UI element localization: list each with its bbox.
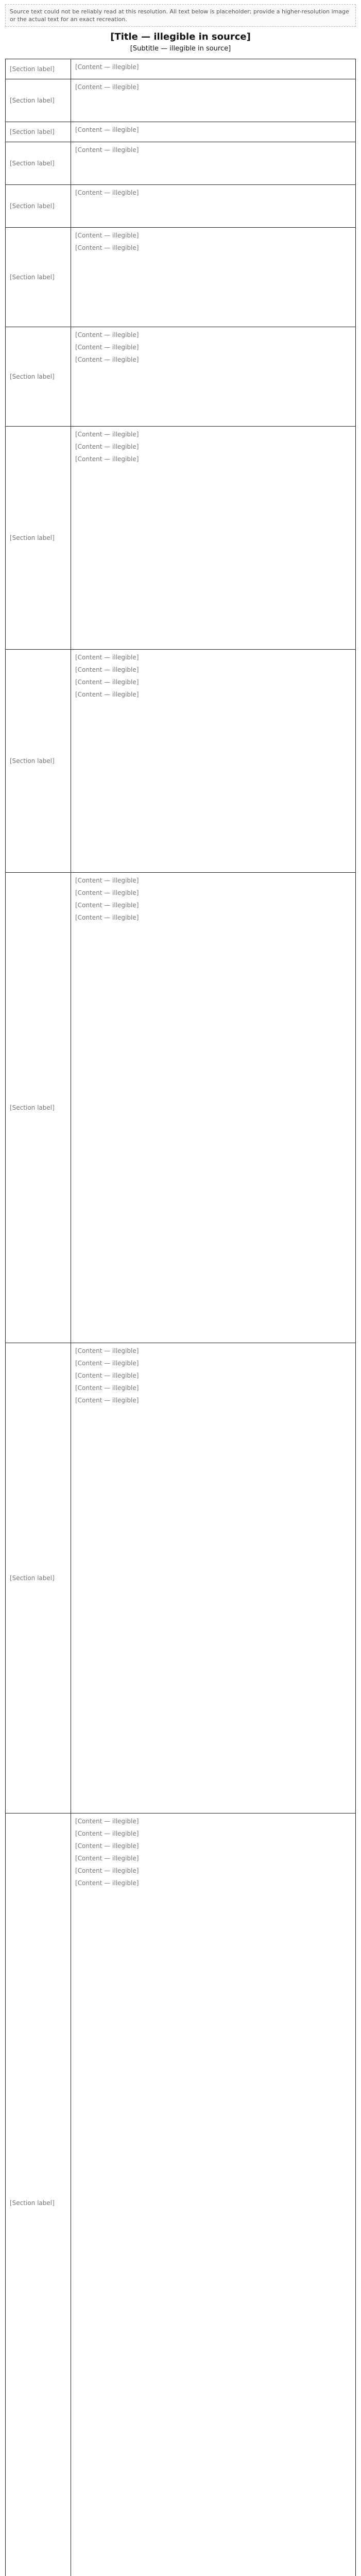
table-row	[6, 1814, 356, 2576]
row-paragraph: [Content — illegible]	[75, 146, 139, 154]
row-content	[71, 228, 356, 327]
row-content	[71, 79, 356, 122]
row-paragraph: [Content — illegible]	[75, 1397, 139, 1404]
row-content	[71, 1814, 356, 2576]
illegible-notice: Source text could not be reliably read at this resolution. All text below is placeholder; provide a higher-resolution image or the actual text for an exact recreation.	[5, 4, 356, 27]
title-block	[5, 31, 356, 54]
row-paragraph: [Content — illegible]	[75, 1842, 139, 1850]
row-label: [Section label]	[6, 79, 71, 122]
row-paragraph: [Content — illegible]	[75, 83, 139, 91]
row-paragraph: [Content — illegible]	[75, 63, 139, 71]
row-paragraph: [Content — illegible]	[75, 1360, 139, 1367]
row-paragraph: [Content — illegible]	[75, 126, 139, 133]
table-row	[6, 79, 356, 122]
row-label: [Section label]	[6, 1814, 71, 2576]
row-paragraph: [Content — illegible]	[75, 1384, 139, 1392]
row-paragraph: [Content — illegible]	[75, 1372, 139, 1379]
row-paragraph: [Content — illegible]	[75, 1830, 139, 1837]
row-paragraph: [Content — illegible]	[75, 356, 139, 363]
row-paragraph: [Content — illegible]	[75, 189, 139, 196]
row-paragraph: [Content — illegible]	[75, 331, 139, 338]
row-paragraph: [Content — illegible]	[75, 679, 139, 686]
row-paragraph: [Content — illegible]	[75, 666, 139, 673]
row-label: [Section label]	[6, 59, 71, 79]
row-label: [Section label]	[6, 1343, 71, 1814]
row-label: [Section label]	[6, 142, 71, 185]
row-paragraph: [Content — illegible]	[75, 244, 139, 251]
row-paragraph: [Content — illegible]	[75, 455, 139, 463]
row-label: [Section label]	[6, 327, 71, 427]
row-paragraph: [Content — illegible]	[75, 443, 139, 450]
table-row	[6, 327, 356, 427]
row-label: [Section label]	[6, 185, 71, 228]
row-paragraph: [Content — illegible]	[75, 232, 139, 239]
row-content	[71, 1343, 356, 1814]
row-paragraph: [Content — illegible]	[75, 877, 139, 884]
row-label: [Section label]	[6, 122, 71, 142]
row-label: [Section label]	[6, 427, 71, 650]
table-row	[6, 228, 356, 327]
table-row	[6, 59, 356, 79]
row-content	[71, 59, 356, 79]
row-paragraph: [Content — illegible]	[75, 431, 139, 438]
row-paragraph: [Content — illegible]	[75, 654, 139, 661]
table-row	[6, 650, 356, 873]
table-row	[6, 142, 356, 185]
row-content	[71, 185, 356, 228]
row-label: [Section label]	[6, 228, 71, 327]
row-paragraph: [Content — illegible]	[75, 344, 139, 351]
info-table	[5, 59, 356, 2576]
table-row	[6, 427, 356, 650]
table-row	[6, 185, 356, 228]
row-paragraph: [Content — illegible]	[75, 902, 139, 909]
row-paragraph: [Content — illegible]	[75, 1855, 139, 1862]
table-row	[6, 1343, 356, 1814]
row-paragraph: [Content — illegible]	[75, 914, 139, 921]
row-content	[71, 873, 356, 1343]
row-content	[71, 327, 356, 427]
table-row	[6, 122, 356, 142]
row-paragraph: [Content — illegible]	[75, 1867, 139, 1874]
row-paragraph: [Content — illegible]	[75, 889, 139, 896]
document-title: [Title — illegible in source]	[110, 31, 251, 42]
row-content	[71, 142, 356, 185]
row-paragraph: [Content — illegible]	[75, 1879, 139, 1887]
document-subtitle: [Subtitle — illegible in source]	[130, 45, 231, 53]
row-content	[71, 427, 356, 650]
row-label: [Section label]	[6, 873, 71, 1343]
row-label: [Section label]	[6, 650, 71, 873]
row-content	[71, 650, 356, 873]
row-paragraph: [Content — illegible]	[75, 1347, 139, 1354]
row-paragraph: [Content — illegible]	[75, 1818, 139, 1825]
row-content	[71, 122, 356, 142]
table-row	[6, 873, 356, 1343]
row-paragraph: [Content — illegible]	[75, 691, 139, 698]
